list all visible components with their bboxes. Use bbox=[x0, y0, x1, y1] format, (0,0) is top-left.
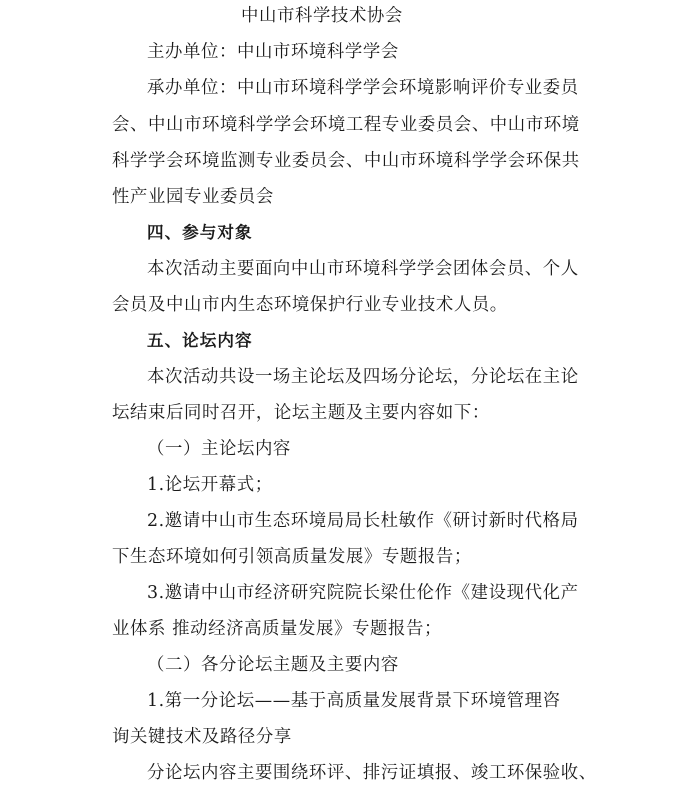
co-organizer-line-4: 性产业园专业委员会 bbox=[112, 187, 274, 207]
item-3-line-1: 3.邀请中山市经济研究院院长梁仕伦作《建设现代化产 bbox=[147, 583, 579, 603]
forum-intro-line-2: 坛结束后同时召开，论坛主题及主要内容如下： bbox=[112, 403, 490, 423]
host-unit: 主办单位：中山市环境科学学会 bbox=[147, 42, 399, 62]
co-organizer-line-1: 承办单位：中山市环境科学学会环境影响评价专业委员 bbox=[147, 78, 579, 98]
sub-forum-content-line-1: 分论坛内容主要围绕环评、排污证填报、竣工环保验收、 bbox=[147, 763, 597, 783]
organizer-association: 中山市科学技术协会 bbox=[241, 6, 403, 26]
sub-forum-1-line-2: 询关键技术及路径分享 bbox=[112, 727, 292, 747]
item-3-line-2: 业体系 推动经济高质量发展》专题报告； bbox=[112, 619, 442, 639]
section-heading-participants: 四、参与对象 bbox=[147, 223, 253, 242]
item-1-opening: 1.论坛开幕式； bbox=[147, 475, 273, 495]
item-2-line-2: 下生态环境如何引领高质量发展》专题报告； bbox=[112, 547, 472, 567]
forum-intro-line-1: 本次活动共设一场主论坛及四场分论坛，分论坛在主论 bbox=[147, 367, 579, 387]
section-heading-forum-content: 五、论坛内容 bbox=[147, 331, 253, 350]
sub-forum-1-line-1: 1.第一分论坛——基于高质量发展背景下环境管理咨 bbox=[147, 691, 561, 711]
item-2-line-1: 2.邀请中山市生态环境局局长杜敏作《研讨新时代格局 bbox=[147, 511, 579, 531]
subheading-sub-forums: （二）各分论坛主题及主要内容 bbox=[147, 655, 399, 675]
subheading-main-forum: （一）主论坛内容 bbox=[147, 439, 291, 459]
co-organizer-line-2: 会、中山市环境科学学会环境工程专业委员会、中山市环境 bbox=[112, 115, 580, 135]
co-organizer-line-3: 科学学会环境监测专业委员会、中山市环境科学学会环保共 bbox=[112, 151, 580, 171]
participants-line-2: 会员及中山市内生态环境保护行业专业技术人员。 bbox=[112, 295, 508, 315]
participants-line-1: 本次活动主要面向中山市环境科学学会团体会员、个人 bbox=[147, 259, 579, 279]
